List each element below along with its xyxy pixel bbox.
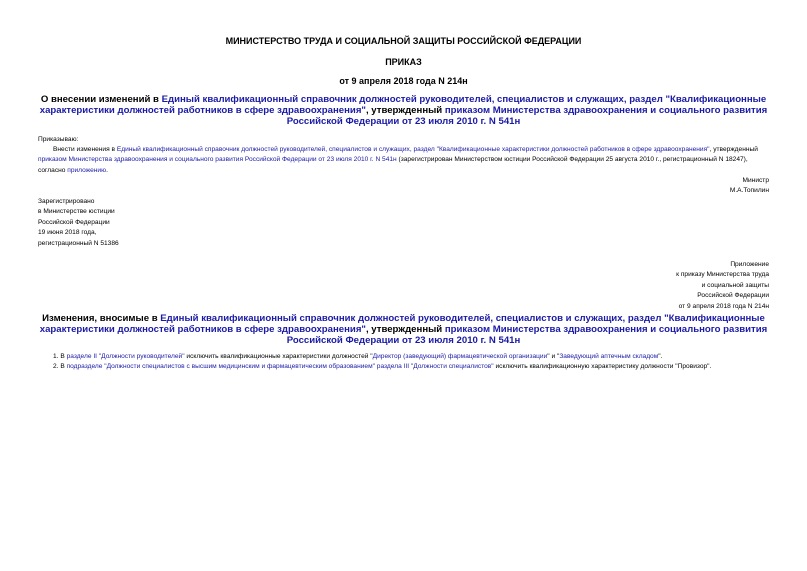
changes-title-mid: , утвержденный [365, 324, 445, 335]
paragraph-end: . [106, 166, 108, 174]
paragraph-mid1: , утвержденный [709, 146, 758, 153]
signature-name: М.А.Топилин [729, 187, 769, 195]
paragraph-link-appendix[interactable]: приложению [67, 166, 107, 174]
item-link-subsection[interactable]: подразделе "Должности специалистов с высшим медицинским и фармацевтическим образованием" раздела III "Должности специалистов" [66, 363, 494, 371]
appendix-line: Российской Федерации [697, 292, 769, 300]
item-pre: 2. В [53, 363, 67, 371]
item-mid: исключить квалификационные характеристики должностей " [184, 353, 373, 360]
registration-line: 19 июня 2018 года, [38, 229, 97, 237]
orders-label: Приказываю: [38, 136, 79, 143]
changes-title [26, 313, 781, 346]
signature-block [560, 176, 769, 197]
paragraph-link-order[interactable]: приказом Министерства здравоохранения и социального развития Российской Федерации от 23 июля 2010 г. N 541н [38, 156, 397, 164]
item-mid: " и " [547, 353, 560, 360]
order-paragraph [38, 145, 771, 176]
order-title-link-handbook[interactable]: Единый квалификационный справочник должностей руководителей, специалистов и служащих, раздел "Квалификационные характеристики должностей работников в сфере здравоохранения" [39, 94, 767, 116]
ministry-heading: МИНИСТЕРСТВО ТРУДА И СОЦИАЛЬНОЙ ЗАЩИТЫ РОССИЙСКОЙ ФЕДЕРАЦИИ [225, 36, 582, 46]
changes-list [53, 352, 783, 373]
item-end: ". [658, 353, 663, 360]
item-mid: исключить квалификационную характеристику должности "Провизор". [493, 363, 712, 371]
order-title-pre: О внесении изменений в [40, 94, 162, 105]
order-title-mid: , утвержденный [365, 105, 445, 116]
appendix-line: от 9 апреля 2018 года N 214н [678, 302, 769, 310]
registration-block [38, 197, 119, 249]
paragraph-mid2: (зарегистрирован Министерством юстиции Российской Федерации 25 августа 2010 г., регистрационный N 18247), согласно [38, 156, 748, 174]
item-pre: 1. В [53, 353, 67, 360]
item-link-director[interactable]: Директор (заведующий) фармацевтической организации [372, 353, 548, 360]
order-title [26, 94, 781, 127]
appendix-line: и социальной защиты [701, 281, 769, 289]
paragraph-link-handbook[interactable]: Единый квалификационный справочник должностей руководителей, специалистов и служащих, раздел "Квалификационные характеристики должностей работников в сфере здравоохранения" [116, 146, 710, 153]
item-link-section[interactable]: разделе II "Должности руководителей" [66, 353, 185, 360]
changes-title-link-handbook[interactable]: Единый квалификационный справочник должностей руководителей, специалистов и служащих, раздел "Квалификационные характеристики должностей работников в сфере здравоохранения" [39, 313, 765, 335]
list-item [53, 362, 783, 372]
order-title-link-order[interactable]: приказом Министерства здравоохранения и социального развития Российской Федерации от 23 июля 2010 г. N 541н [286, 105, 768, 127]
registration-line: Российской Федерации [38, 218, 110, 226]
registration-line: Зарегистрировано [38, 198, 95, 205]
paragraph-pre: Внести изменения в [53, 146, 117, 153]
appendix-reference [560, 260, 769, 312]
doc-type-heading: ПРИКАЗ [385, 57, 422, 67]
list-item [53, 352, 783, 362]
registration-line: регистрационный N 51386 [38, 239, 119, 247]
signature-position: Министр [742, 177, 769, 184]
date-number: от 9 апреля 2018 года N 214н [339, 76, 468, 86]
appendix-line: Приложение [730, 261, 769, 268]
changes-title-link-order[interactable]: приказом Министерства здравоохранения и социального развития Российской Федерации от 23 июля 2010 г. N 541н [286, 324, 768, 346]
appendix-line: к приказу Министерства труда [676, 271, 769, 279]
changes-title-pre: Изменения, вносимые в [42, 313, 161, 324]
item-link-warehouse[interactable]: Заведующий аптечным складом [559, 353, 659, 360]
registration-line: в Министерстве юстиции [38, 208, 115, 216]
